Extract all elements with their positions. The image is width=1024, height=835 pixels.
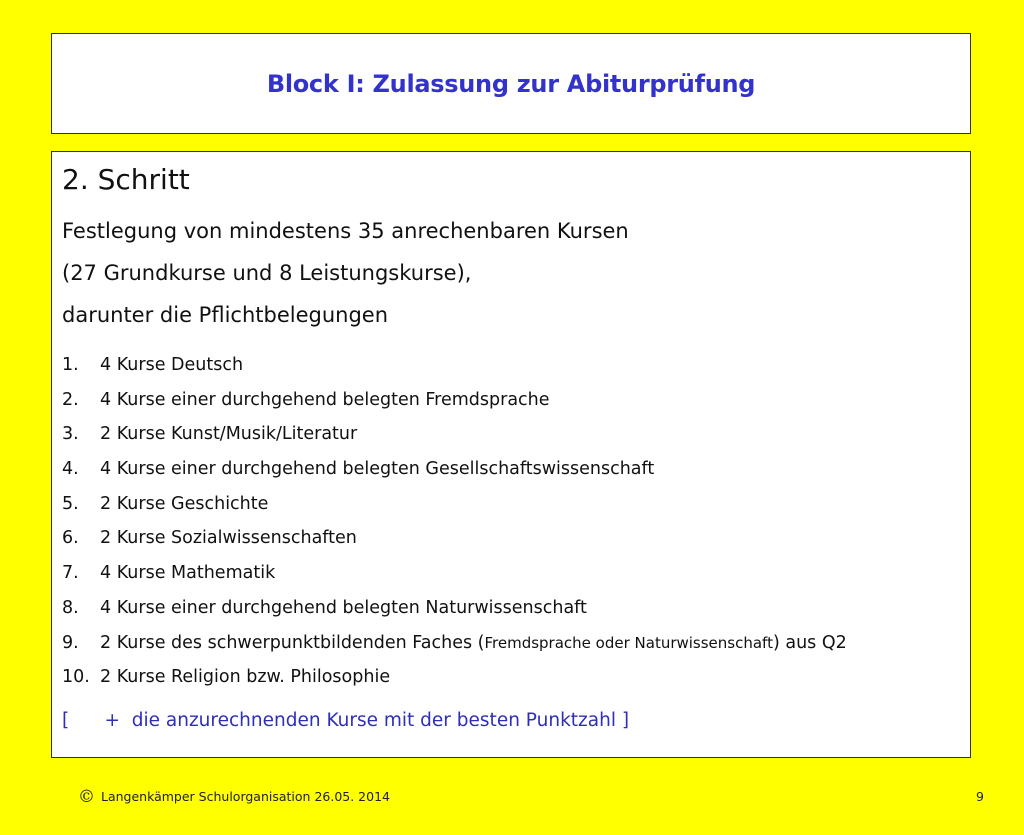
list-item xyxy=(62,487,847,522)
list-item-number: 4. xyxy=(62,459,79,480)
list-item-text: 2 Kurse Geschichte xyxy=(100,493,269,514)
slide-title: Block I: Zulassung zur Abiturprüfung xyxy=(266,69,756,98)
list-item-number: 5. xyxy=(62,493,79,514)
intro-line: Festlegung von mindestens 35 anrechenbaren Kursen xyxy=(62,219,629,243)
requirements-list xyxy=(62,348,847,695)
list-item-number: 7. xyxy=(62,563,79,584)
list-item xyxy=(62,660,847,695)
list-item-text: 2 Kurse des schwerpunktbildenden Faches ( xyxy=(100,632,485,653)
list-item-text: 2 Kurse Sozialwissenschaften xyxy=(100,528,357,549)
list-item-text: 2 Kurse Religion bzw. Philosophie xyxy=(100,667,391,688)
list-item-text: 4 Kurse einer durchgehend belegten Fremdsprache xyxy=(100,389,550,410)
list-item xyxy=(62,383,847,418)
list-item xyxy=(62,626,847,661)
page-number: 9 xyxy=(976,789,984,804)
list-item-text: 4 Kurse einer durchgehend belegten Gesellschaftswissenschaft xyxy=(100,459,655,480)
list-item xyxy=(62,556,847,591)
footer-credit xyxy=(78,787,390,807)
list-item-text: 4 Kurse einer durchgehend belegten Naturwissenschaft xyxy=(100,597,587,618)
list-item-number: 6. xyxy=(62,528,79,549)
list-item-number: 10. xyxy=(62,667,90,688)
list-item-number: 3. xyxy=(62,424,79,445)
intro-line: (27 Grundkurse und 8 Leistungskurse), xyxy=(62,261,472,285)
list-item xyxy=(62,348,847,383)
list-item-text-small: Fremdsprache oder Naturwissenschaft xyxy=(484,633,773,652)
intro-text xyxy=(62,210,629,336)
copyright-symbol: © xyxy=(78,787,95,807)
content-box xyxy=(51,151,971,758)
list-item xyxy=(62,591,847,626)
list-item xyxy=(62,521,847,556)
bottom-note: [ + die anzurechnenden Kurse mit der besten Punktzahl ] xyxy=(62,710,630,731)
list-item-number: 2. xyxy=(62,389,79,410)
list-item-text: 4 Kurse Deutsch xyxy=(100,355,244,375)
list-item xyxy=(62,417,847,452)
list-item-text: 2 Kurse Kunst/Musik/Literatur xyxy=(100,424,358,445)
list-item-text: 4 Kurse Mathematik xyxy=(100,563,276,584)
list-item-number: 1. xyxy=(62,355,79,375)
footer-credit-text: Langenkämper Schulorganisation 26.05. 2014 xyxy=(100,789,390,804)
step-title: 2. Schritt xyxy=(62,163,190,196)
list-item-number: 9. xyxy=(62,632,79,653)
list-item-text: ) aus Q2 xyxy=(772,632,847,653)
title-box xyxy=(51,33,971,134)
intro-line: darunter die Pflichtbelegungen xyxy=(62,303,389,327)
list-item-number: 8. xyxy=(62,597,79,618)
list-item xyxy=(62,452,847,487)
